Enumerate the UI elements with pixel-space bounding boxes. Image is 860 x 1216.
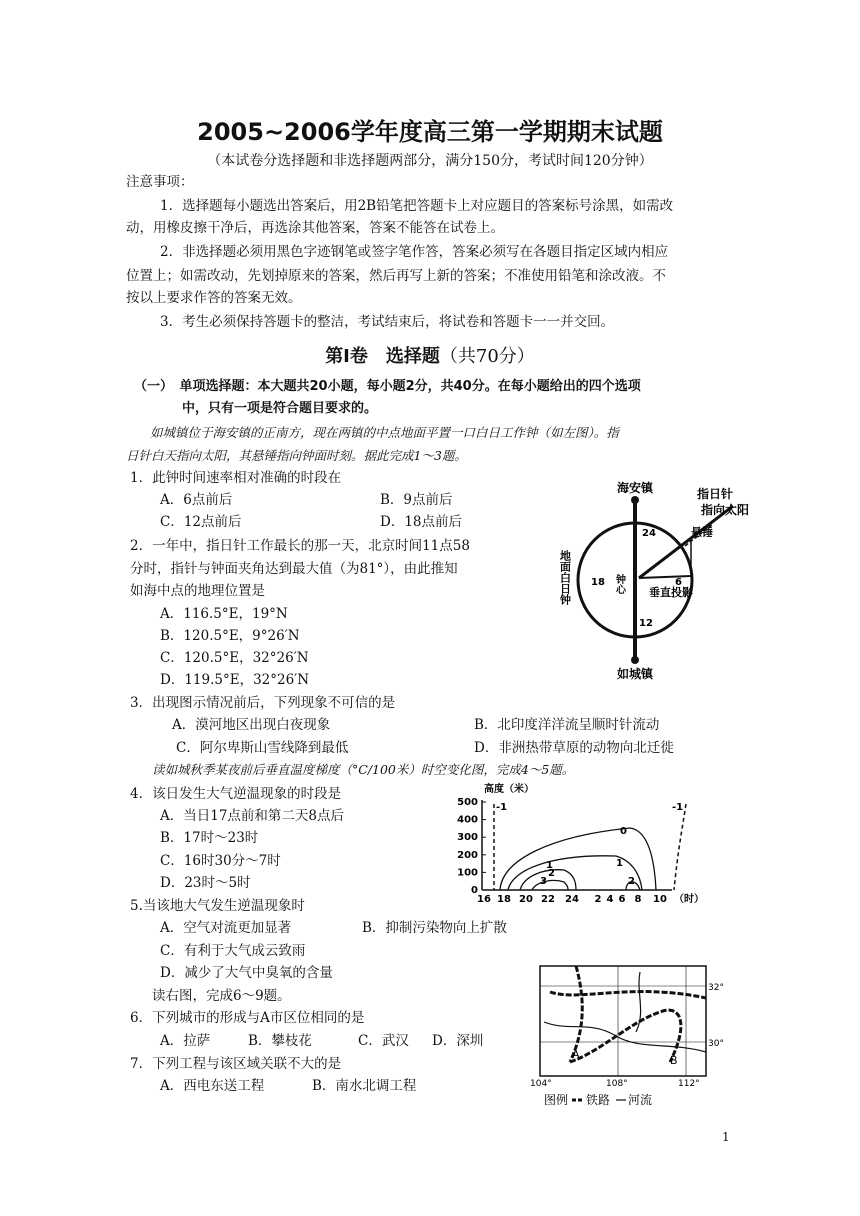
note-2c: 按以上要求作答的答案无效。 [126,290,302,306]
pointer-label-1: 指日针 [697,487,734,501]
contour-label-1b: 1 [546,860,553,871]
q4-stem: 4．该日发生大气逆温现象的时段是 [130,786,342,802]
map-point-a: A [572,1048,580,1061]
vertical-shadow [639,576,691,578]
map-lon-108: 108° [606,1079,628,1089]
x-tick-label: 18 [497,894,511,905]
q2-stem-2: 分时，指针与钟面夹角达到最大值（为81°），由此推知 [130,561,458,577]
q3-option-a: A．漠河地区出现白夜现象 [172,717,331,733]
clock-num-18: 18 [591,577,605,588]
legend-river-label: 河流 [628,1093,653,1107]
y-tick-label: 500 [457,797,478,808]
page-number: 1 [722,1130,730,1144]
intro3: 读右图，完成6～9题。 [152,988,291,1004]
q6-option-a: A．拉萨 [160,1033,211,1049]
note-2b: 位置上；如需改动，先划掉原来的答案，然后再写上新的答案；不准使用铅笔和涂改液。不 [126,268,666,284]
x-tick-label: 8 [634,894,642,905]
y-tick-label: 300 [457,832,478,844]
exam-subtitle: （本试卷分选择题和非选择题两部分，满分150分，考试时间120分钟） [207,153,653,169]
q3-option-d: D．非洲热带草原的动物向北迁徙 [474,740,674,756]
pointer-label-2: 指向太阳 [701,503,750,517]
x-tick-label: 2 [594,894,602,905]
q5-option-d: D．减少了大气中臭氧的含量 [160,965,333,981]
part1-line-a: （一） 单项选择题：本大题共20小题，每小题2分，共40分。在每小题给出的四个选项 [134,379,641,394]
q4-option-a: A．当日17点前和第二天8点后 [160,808,345,824]
notes-heading: 注意事项： [126,174,194,190]
q6-option-c: C．武汉 [358,1033,409,1049]
section-heading-score: （共70分） [439,346,535,367]
q7-option-b: B．南水北调工程 [312,1078,417,1094]
contour-minus1-right [674,804,686,890]
region-map [520,962,730,1112]
section-heading-bold: 第Ⅰ卷 选择题 [325,346,440,367]
clock-left-label: 地面白日钟 [558,550,572,605]
chart-ylabel: 高度（米） [484,784,534,795]
y-tick-label: 0 [471,885,478,896]
q1-option-d: D．18点前后 [380,514,463,530]
clock-num-6: 6 [675,577,682,588]
x-tick-label: 6 [618,894,626,905]
note-3: 3．考生必须保持答题卡的整洁，考试结束后，将试卷和答题卡一一并交回。 [160,314,615,330]
x-tick-labels [477,894,667,905]
legend-rail-label: 铁路 [586,1093,611,1107]
chart-xunit: （时） [674,894,704,905]
map-point-b: B [670,1054,678,1067]
q1-stem: 1．此钟时间速率相对准确的时段在 [130,470,342,486]
note-1a: 1．选择题每小题选出答案后，用2B铅笔把答题卡上对应题目的答案标号涂黑，如需改 [160,198,674,214]
x-tick-label: 4 [606,894,614,905]
rucheng-town-dot [631,656,639,664]
q2-option-a: A．116.5°E，19°N [160,606,288,622]
contour-label-minus1-a: -1 [496,802,508,813]
q7-stem: 7．下列工程与该区域关联不大的是 [130,1056,342,1072]
x-tick-label: 22 [541,894,555,905]
clock-num-24: 24 [642,528,656,539]
shadow-label: 垂直投影 [649,586,693,599]
contour-label-2: 2 [548,868,555,879]
clock-center-label: 钟心 [613,574,625,594]
clock-num-12: 12 [639,618,653,629]
contour-label-minus1-b: -1 [672,802,684,813]
page-title: 2005~2006学年度高三第一学期期末试题 [197,118,663,146]
q7-option-a: A．西电东送工程 [160,1078,265,1094]
contour-label-1: 1 [616,858,623,869]
q5-stem: 5.当该地大气发生逆温现象时 [130,898,305,914]
temperature-gradient-chart [440,780,720,905]
map-legend-label: 图例 [544,1093,569,1107]
q2-stem-3: 如海中点的地理位置是 [130,583,265,599]
x-tick-label: 24 [565,894,579,905]
y-tick-label: 200 [457,849,478,861]
q5-option-c: C．有利于大气成云致雨 [160,943,306,959]
clock-bottom-label: 如城镇 [616,667,654,681]
q6-stem: 6．下列城市的形成与A市区位相同的是 [130,1010,365,1026]
x-tick-label: 20 [519,894,533,905]
contour-label-3: 3 [540,876,547,887]
intro1-a: 如城镇位于海安镇的正南方，现在两镇的中点地面平置一口白日工作钟（如左图）。指 [150,425,619,440]
q3-option-b: B．北印度洋洋流呈顺时针流动 [474,717,660,733]
q1-option-c: C．12点前后 [160,514,242,530]
map-lon-112: 112° [678,1079,700,1089]
section-heading [0,342,860,368]
x-tick-label: 10 [653,894,667,905]
q2-stem-1: 2．一年中，指日针工作最长的那一天，北京时间11点58 [130,538,470,554]
map-lat-32: 32° [708,983,724,993]
q5-option-b: B．抑制污染物向上扩散 [362,920,507,936]
q4-option-d: D．23时～5时 [160,875,251,891]
intro2: 读如城秋季某夜前后垂直温度梯度（°C/100米）时空变化图，完成4～5题。 [152,762,575,777]
weight-label: 悬锤 [691,526,713,539]
part1-line-b: 中，只有一项是符合题目要求的。 [182,401,378,416]
q2-option-d: D．119.5°E，32°26′N [160,672,310,688]
contour-label-0: 0 [620,826,627,837]
clock-top-label: 海安镇 [616,481,654,495]
intro1-b: 日针白天指向太阳，其悬锤指向钟面时刻。据此完成1～3题。 [126,448,467,463]
x-tick-label: 16 [477,894,491,905]
q2-option-b: B．120.5°E，9°26′N [160,628,300,644]
note-2a: 2．非选择题必须用黑色字迹钢笔或签字笔作答，答案必须写在各题目指定区域内相应 [160,244,669,260]
q4-option-b: B．17时～23时 [160,830,259,846]
q2-option-c: C．120.5°E，32°26′N [160,650,309,666]
haian-town-dot [631,496,639,504]
contour-label-2b: 2 [628,876,635,887]
contour-3 [532,880,568,890]
y-tick-label: 100 [457,867,478,879]
q1-option-a: A．6点前后 [160,492,233,508]
sundial-clock-figure [555,478,765,686]
map-lat-30: 30° [708,1039,724,1049]
q6-option-b: B．攀枝花 [248,1033,312,1049]
note-1b: 动，用橡皮擦干净后，再选涂其他答案，答案不能答在试卷上。 [126,220,504,236]
q5-option-a: A．空气对流更加显著 [160,920,292,936]
q4-option-c: C．16时30分～7时 [160,853,281,869]
q6-option-d: D．深圳 [432,1033,484,1049]
q1-option-b: B．9点前后 [380,492,453,508]
q3-stem: 3．出现图示情况前后，下列现象不可信的是 [130,695,396,711]
river-line [544,972,706,1052]
y-tick-label: 400 [457,814,478,826]
q3-option-c: C．阿尔卑斯山雪线降到最低 [176,740,349,756]
map-lon-104: 104° [530,1079,552,1089]
